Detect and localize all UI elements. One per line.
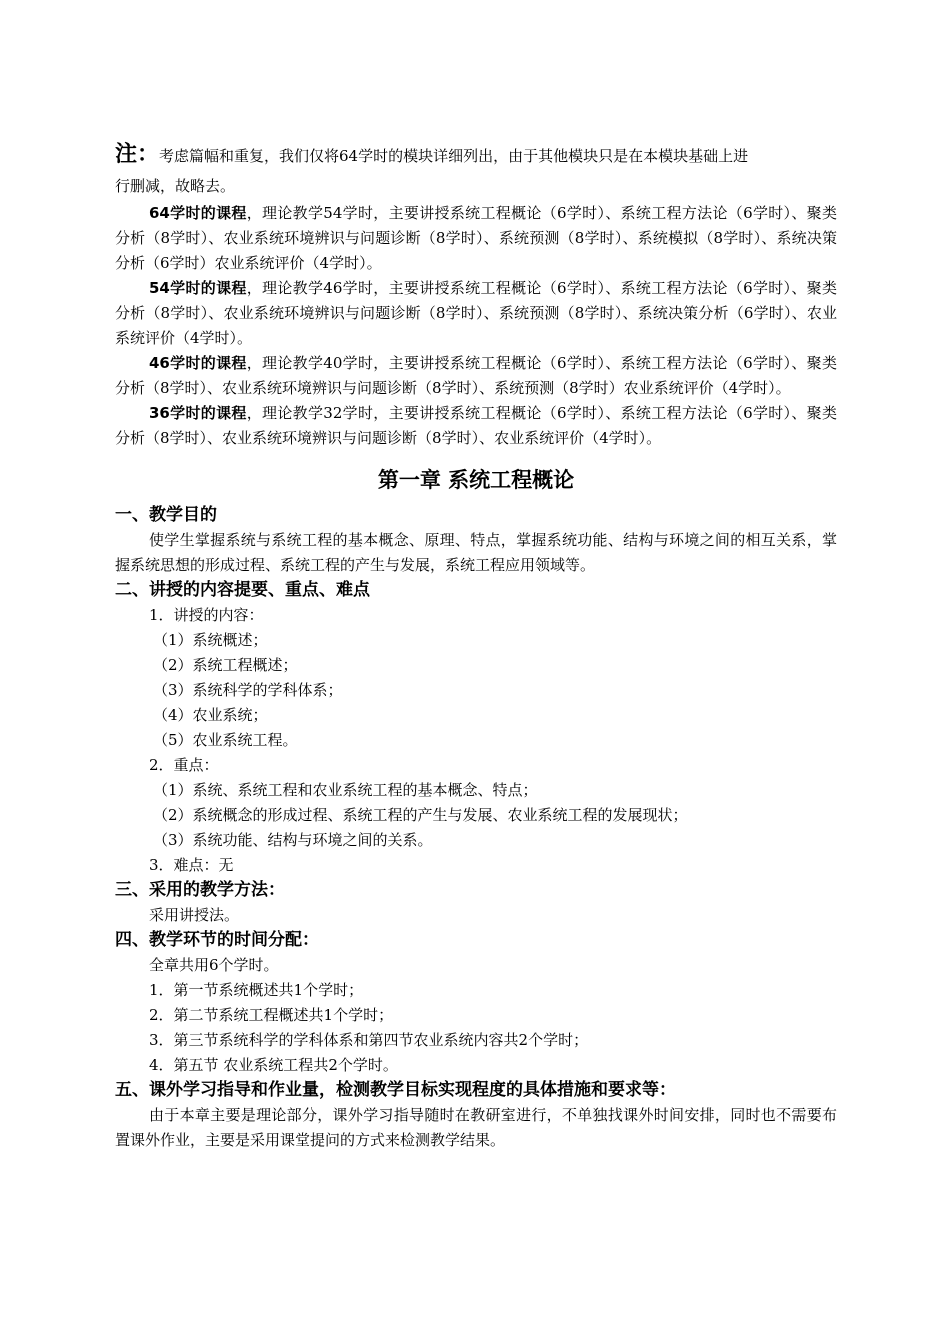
- module-36-paragraph: [115, 401, 837, 451]
- module-54-paragraph: [115, 276, 837, 351]
- content-item: （2）系统工程概述；: [153, 656, 298, 674]
- time-item: 3．第三节系统科学的学科体系和第四节农业系统内容共2个学时；: [149, 1031, 589, 1049]
- note-paragraph: [115, 140, 837, 171]
- module-36-head: 36学时的课程: [149, 404, 247, 422]
- module-46-head: 46学时的课程: [149, 354, 247, 372]
- content-item: （4）农业系统；: [153, 706, 268, 724]
- note-text-line2: 行删减，故略去。: [115, 177, 236, 195]
- time-item: 1．第一节系统概述共1个学时；: [149, 981, 364, 999]
- section-2-title: 二、讲授的内容提要、重点、难点: [115, 580, 370, 600]
- section-5-body: 由于本章主要是理论部分，课外学习指导随时在教研室进行，不单独找课外时间安排，同时也不需要布置课外作业，主要是采用课堂提问的方式来检测教学结果。: [115, 1106, 837, 1149]
- key-item: （1）系统、系统工程和农业系统工程的基本概念、特点；: [153, 781, 538, 799]
- section-4-body: 全章共用6个学时。: [149, 956, 279, 974]
- module-46-text: ，理论教学40学时，主要讲授系统工程概论（6学时）、系统工程方法论（6学时）、聚类分析（8学时）、农业系统环境辨识与问题诊断（8学时）、系统预测（8学时）农业系统评价（4学时）。: [115, 354, 837, 397]
- section-3-body: 采用讲授法。: [149, 906, 240, 924]
- key-item: （3）系统功能、结构与环境之间的关系。: [153, 831, 433, 849]
- difficulty-line: 3．难点：无: [149, 856, 234, 874]
- time-item: 4．第五节 农业系统工程共2个学时。: [149, 1056, 398, 1074]
- module-64-paragraph: [115, 201, 837, 276]
- key-head: 2．重点：: [149, 756, 219, 774]
- module-64-text: ，理论教学54学时，主要讲授系统工程概论（6学时）、系统工程方法论（6学时）、聚类分析（8学时）、农业系统环境辨识与问题诊断（8学时）、系统预测（8学时）、系统模拟（8学时）、系统决策分析（6学时）农业系统评价（4学时）。: [115, 204, 837, 272]
- section-5-title: 五、课外学习指导和作业量，检测教学目标实现程度的具体措施和要求等：: [115, 1080, 676, 1100]
- section-1-title: 一、教学目的: [115, 505, 217, 525]
- time-item: 2．第二节系统工程概述共1个学时；: [149, 1006, 394, 1024]
- section-3-title: 三、采用的教学方法：: [115, 880, 285, 900]
- section-4-title: 四、教学环节的时间分配：: [115, 930, 319, 950]
- content-head: 1．讲授的内容：: [149, 606, 264, 624]
- document-page: [115, 140, 837, 1153]
- chapter-title: 第一章 系统工程概论: [377, 468, 575, 492]
- note-text-line1: 考虑篇幅和重复，我们仅将64学时的模块详细列出，由于其他模块只是在本模块基础上进: [159, 147, 749, 165]
- module-46-paragraph: [115, 351, 837, 401]
- module-54-head: 54学时的课程: [149, 279, 247, 297]
- module-36-text: ，理论教学32学时，主要讲授系统工程概论（6学时）、系统工程方法论（6学时）、聚类分析（8学时）、农业系统环境辨识与问题诊断（8学时）、农业系统评价（4学时）。: [115, 404, 837, 447]
- module-64-head: 64学时的课程: [149, 204, 247, 222]
- section-1-body: 使学生掌握系统与系统工程的基本概念、原理、特点，掌握系统功能、结构与环境之间的相互关系，掌握系统思想的形成过程、系统工程的产生与发展，系统工程应用领域等。: [115, 531, 837, 574]
- content-item: （1）系统概述；: [153, 631, 268, 649]
- module-54-text: ，理论教学46学时，主要讲授系统工程概论（6学时）、系统工程方法论（6学时）、聚类分析（8学时）、农业系统环境辨识与问题诊断（8学时）、系统预测（8学时）、系统决策分析（6学时）、农业系统评价（4学时）。: [115, 279, 837, 347]
- note-label: 注：: [115, 142, 160, 167]
- key-item: （2）系统概念的形成过程、系统工程的产生与发展、农业系统工程的发展现状；: [153, 806, 688, 824]
- content-item: （3）系统科学的学科体系；: [153, 681, 343, 699]
- content-item: （5）农业系统工程。: [153, 731, 298, 749]
